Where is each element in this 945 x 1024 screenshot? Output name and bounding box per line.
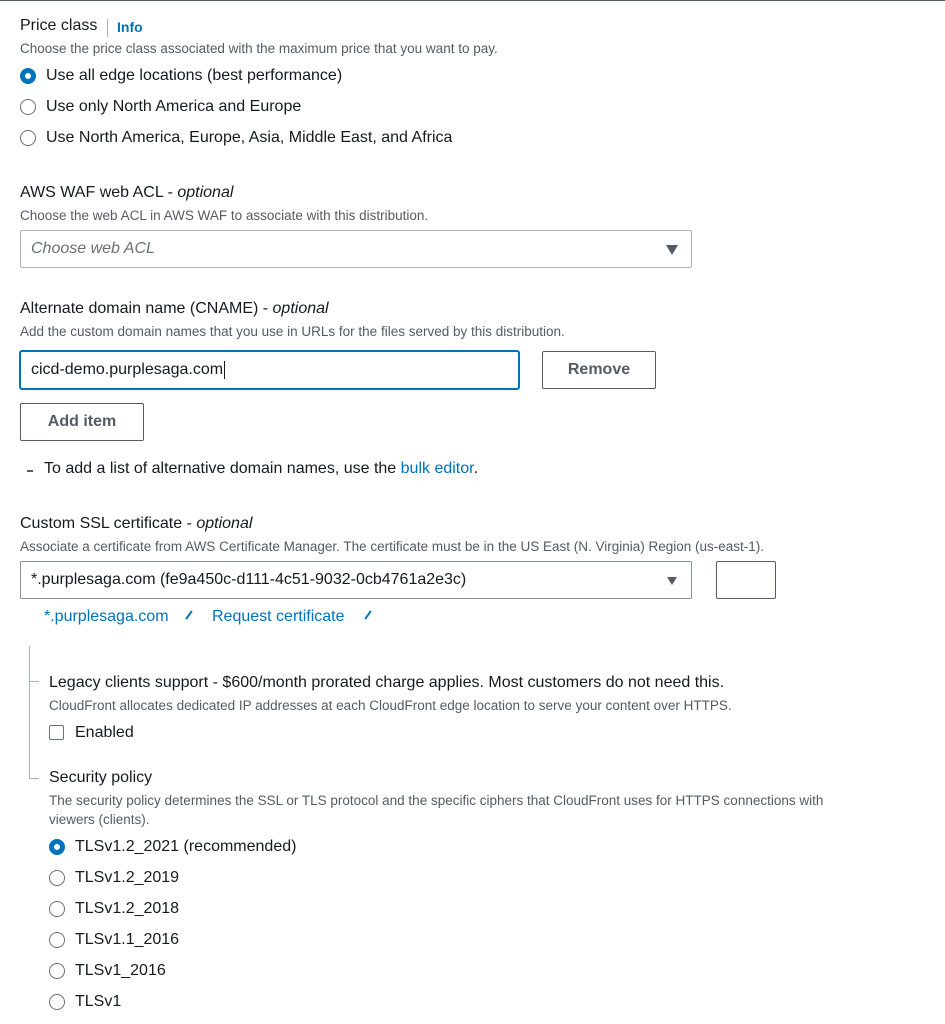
enabled-checkbox[interactable]	[49, 725, 64, 740]
cname-input-value	[31, 361, 225, 379]
checkbox-label: Enabled	[75, 724, 134, 741]
security-policy-label: Security policy	[49, 769, 153, 786]
waf-select-placeholder: Choose web ACL	[31, 240, 155, 257]
legacy-clients-label: Legacy clients support - $600/month prorated charge applies. Most customers do not need this.	[49, 674, 725, 691]
waf-description: Choose the web ACL in AWS WAF to associate with this distribution.	[20, 208, 429, 223]
tree-line	[29, 646, 30, 778]
tree-branch	[29, 681, 39, 682]
radio-label: TLSv1	[75, 993, 122, 1010]
radio-button[interactable]	[49, 839, 65, 855]
text-cursor	[224, 361, 225, 379]
ssl-certificate-select[interactable]	[20, 561, 692, 599]
cname-label	[20, 300, 329, 318]
caret-down-icon	[666, 245, 678, 255]
bulk-editor-link[interactable]: bulk editor	[400, 460, 474, 477]
radio-button[interactable]	[20, 130, 36, 146]
optional-tag: optional	[272, 300, 329, 317]
refresh-button[interactable]	[716, 561, 776, 599]
radio-button[interactable]	[20, 99, 36, 115]
radio-button[interactable]	[20, 68, 36, 84]
radio-label: TLSv1_2016	[75, 962, 166, 979]
bulk-hint-end: .	[473, 460, 479, 477]
price-class-description: Choose the price class associated with the maximum price that you want to pay.	[20, 41, 498, 56]
bullet-dash	[27, 470, 33, 472]
optional-tag: optional	[196, 515, 253, 532]
remove-button[interactable]: Remove	[542, 351, 656, 389]
radio-button[interactable]	[49, 932, 65, 948]
caret-down-icon	[667, 577, 677, 585]
ssl-select-value: *.purplesaga.com (fe9a450c-d111-4c51-9032-0cb4761a2e3c)	[31, 571, 467, 588]
certificate-link[interactable]: *.purplesaga.com	[44, 608, 169, 625]
cname-value-text: cicd-demo.purplesaga.com	[31, 361, 224, 379]
cname-description: Add the custom domain names that you use in URLs for the files served by this distribution.	[20, 324, 565, 339]
price-class-label: Price class	[20, 17, 98, 34]
radio-button[interactable]	[49, 994, 65, 1010]
ssl-description: Associate a certificate from AWS Certificate Manager. The certificate must be in the US East (N. Virginia) Region (us-east-1).	[20, 539, 765, 554]
external-link-icon	[185, 610, 192, 619]
radio-label: TLSv1.2_2018	[75, 900, 180, 917]
security-policy-description-cont: viewers (clients).	[49, 812, 150, 827]
waf-label	[20, 184, 233, 202]
external-link-icon	[364, 610, 371, 619]
label-divider	[107, 19, 108, 37]
add-item-button[interactable]: Add item	[20, 403, 144, 441]
ssl-label	[20, 515, 252, 533]
ssl-label-text: Custom SSL certificate -	[20, 515, 197, 532]
radio-label: Use only North America and Europe	[46, 98, 302, 115]
price-class-info-link[interactable]: Info	[117, 19, 143, 35]
request-certificate-link[interactable]: Request certificate	[212, 608, 345, 625]
cname-label-text: Alternate domain name (CNAME) -	[20, 300, 273, 317]
bulk-editor-hint	[44, 460, 478, 478]
waf-label-text: AWS WAF web ACL -	[20, 184, 178, 201]
tree-branch	[29, 778, 39, 779]
security-policy-description: The security policy determines the SSL or TLS protocol and the specific ciphers that CloudFront uses for HTTPS connections with	[49, 793, 824, 808]
radio-label: TLSv1.2_2021 (recommended)	[75, 838, 297, 855]
radio-label: Use North America, Europe, Asia, Middle East, and Africa	[46, 129, 453, 146]
cname-input[interactable]	[20, 351, 519, 389]
waf-select[interactable]	[20, 230, 692, 268]
radio-button[interactable]	[49, 963, 65, 979]
legacy-clients-description: CloudFront allocates dedicated IP addresses at each CloudFront edge location to serve your content over HTTPS.	[49, 698, 732, 713]
radio-label: Use all edge locations (best performance)	[46, 67, 343, 84]
bulk-hint-text: To add a list of alternative domain names, use the	[44, 460, 401, 477]
radio-button[interactable]	[49, 901, 65, 917]
radio-button[interactable]	[49, 870, 65, 886]
optional-tag: optional	[177, 184, 234, 201]
radio-label: TLSv1.2_2019	[75, 869, 180, 886]
radio-label: TLSv1.1_2016	[75, 931, 180, 948]
